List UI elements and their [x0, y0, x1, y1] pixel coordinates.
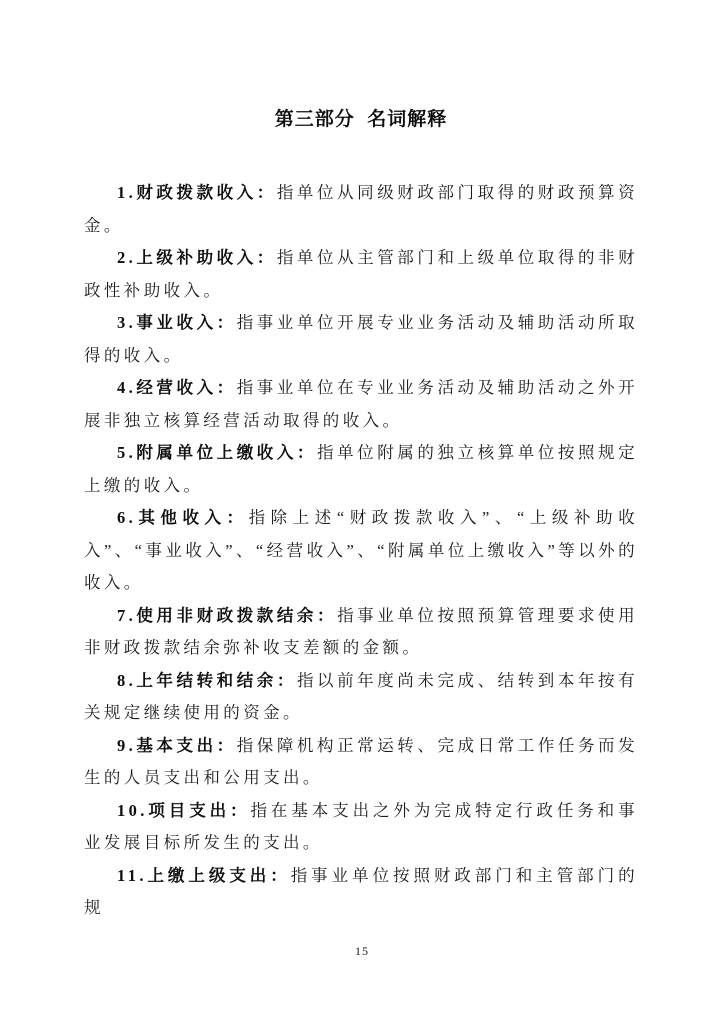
term-lead: 7.使用非财政拨款结余：	[117, 605, 338, 625]
term-item-6	[84, 502, 638, 600]
term-body: 指以前年度尚未完成、结转到本年按有关规定继续使用的资金。	[84, 670, 638, 722]
term-body: 指单位从同级财政部门取得的财政预算资金。	[84, 183, 638, 235]
term-body: 指事业单位在专业业务活动及辅助活动之外开展非独立核算经营活动取得的收入。	[84, 378, 638, 430]
term-lead: 2.上级补助收入：	[117, 248, 277, 267]
term-item-10	[84, 795, 638, 860]
term-lead: 11.上缴上级支出：	[117, 865, 291, 885]
term-lead: 1.财政拨款收入：	[117, 183, 277, 202]
term-item-2	[84, 242, 638, 307]
term-body: 指单位从主管部门和上级单位取得的非财政性补助收入。	[84, 248, 638, 300]
term-body: 指保障机构正常运转、完成日常工作任务而发生的人员支出和公用支出。	[84, 735, 638, 787]
term-lead: 4.经营收入：	[117, 378, 237, 397]
term-item-5	[84, 437, 638, 502]
term-body: 指事业单位开展专业业务活动及辅助活动所取得的收入。	[84, 313, 638, 365]
term-body: 指在基本支出之外为完成特定行政任务和事业发展目标所发生的支出。	[84, 800, 638, 852]
term-item-7	[84, 600, 638, 665]
term-item-8	[84, 665, 638, 730]
document-content	[84, 0, 638, 925]
term-lead: 10.项目支出：	[117, 800, 251, 820]
page-title: 第三部分 名词解释	[274, 109, 448, 130]
term-lead: 6.其他收入：	[117, 508, 249, 527]
term-item-3	[84, 307, 638, 372]
terms-list	[84, 177, 638, 925]
term-lead: 5.附属单位上缴收入：	[117, 443, 317, 462]
term-item-1	[84, 177, 638, 242]
term-item-9	[84, 730, 638, 795]
term-lead: 8.上年结转和结余：	[117, 670, 297, 690]
term-lead: 9.基本支出：	[117, 735, 237, 755]
term-body: 指单位附属的独立核算单位按照规定上缴的收入。	[84, 443, 638, 495]
term-body: 指除上述“财政拨款收入”、“上级补助收入”、“事业收入”、“经营收入”、“附属单位上缴收入”等以外的收入。	[84, 508, 638, 592]
term-item-4	[84, 372, 638, 437]
term-item-11	[84, 860, 638, 925]
term-lead: 3.事业收入：	[117, 313, 237, 332]
term-body: 指事业单位按照预算管理要求使用非财政拨款结余弥补收支差额的金额。	[84, 605, 638, 657]
page-number: 15	[355, 944, 369, 958]
term-body: 指事业单位按照财政部门和主管部门的规	[84, 865, 638, 917]
